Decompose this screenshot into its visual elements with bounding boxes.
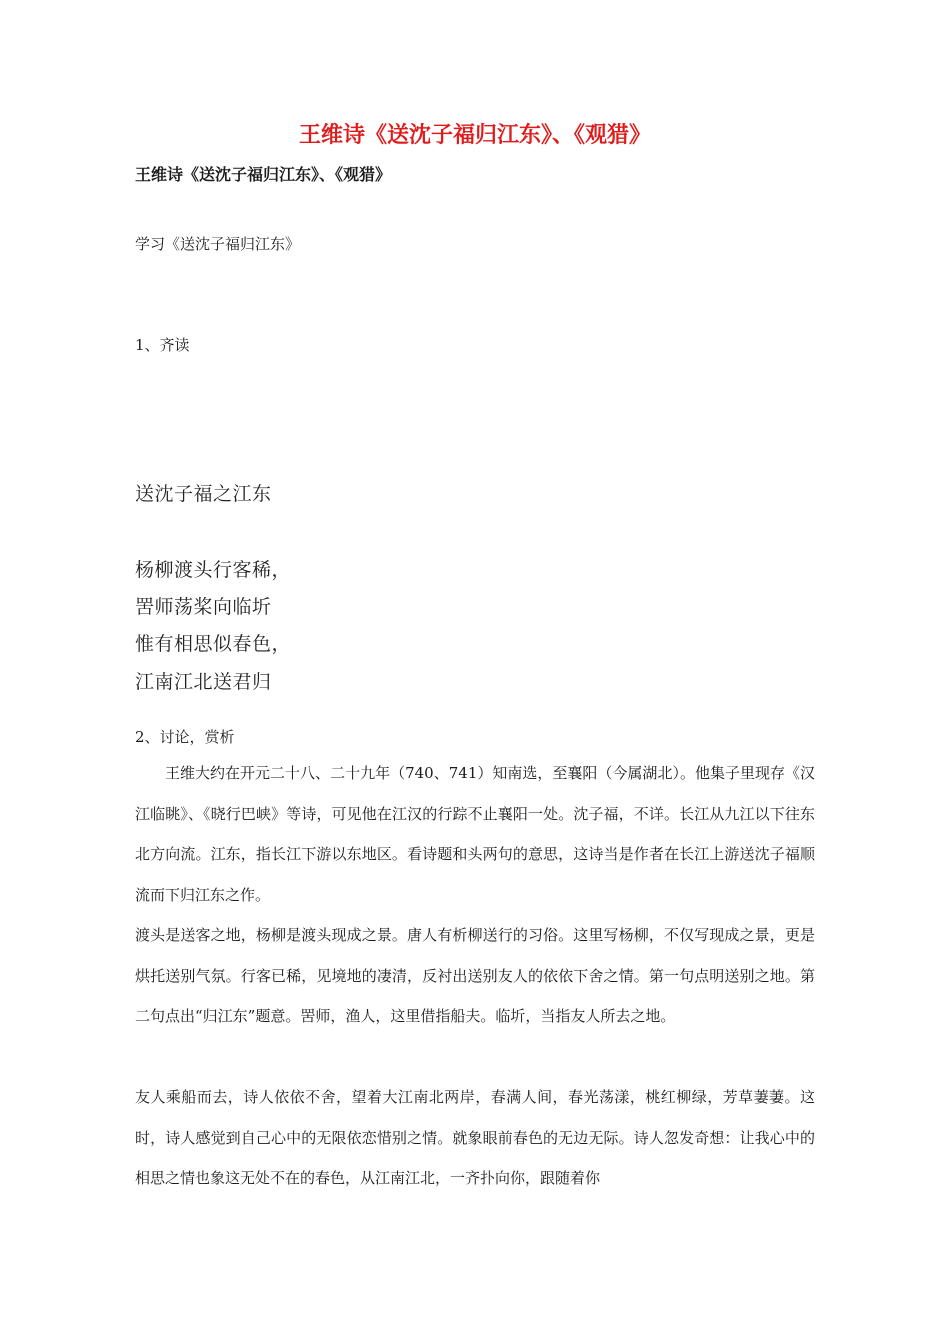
poem-line: 杨柳渡头行客稀， (135, 559, 292, 581)
poem-title: 送沈子福之江东 (135, 483, 272, 505)
poem-line: 江南江北送君归 (135, 671, 272, 693)
document-title: 王维诗《送沈子福归江东》、《观猎》 (298, 123, 651, 148)
body-paragraph: 渡头是送客之地，杨柳是渡头现成之景。唐人有析柳送行的习俗。这里写杨柳，不仅写现成之景，更是烘托送别气氛。行客已稀，见境地的凄清，反衬出送别友人的依依下舍之情。第一句点明送别之地。第二句点出“归江东”题意。罟师，渔人，这里借指船夫。临圻，当指友人所去之地。 (135, 926, 815, 1025)
body-paragraph: 王维大约在开元二十八、二十九年（740、741）知南选，至襄阳（今属湖北）。他集子里现存《汉江临眺》、《晓行巴峡》等诗，可见他在江汉的行踪不止襄阳一处。沈子福，不详。长江从九江以下往东北方向流。江东，指长江下游以东地区。看诗题和头两句的意思，这诗当是作者在长江上游送沈子福顺流而下归江东之作。 (135, 764, 815, 904)
poem-line: 罟师荡桨向临圻 (135, 596, 272, 618)
step-1-heading: 1、齐读 (135, 336, 190, 354)
section-heading: 学习《送沈子福归江东》 (135, 235, 301, 253)
body-paragraph: 友人乘船而去，诗人依依不舍，望着大江南北两岸，春满人间，春光荡漾，桃红柳绿，芳草萋萋。这时，诗人感觉到自己心中的无限依恋惜别之情。就象眼前春色的无边无际。诗人忽发奇想：让我心中的相思之情也象这无处不在的春色，从江南江北，一齐扑向你，跟随着你 (135, 1088, 815, 1187)
poem-line: 惟有相思似春色， (135, 633, 292, 655)
document-subtitle: 王维诗《送沈子福归江东》、《观猎》 (135, 165, 392, 184)
step-2-heading: 2、讨论，赏析 (135, 728, 235, 746)
